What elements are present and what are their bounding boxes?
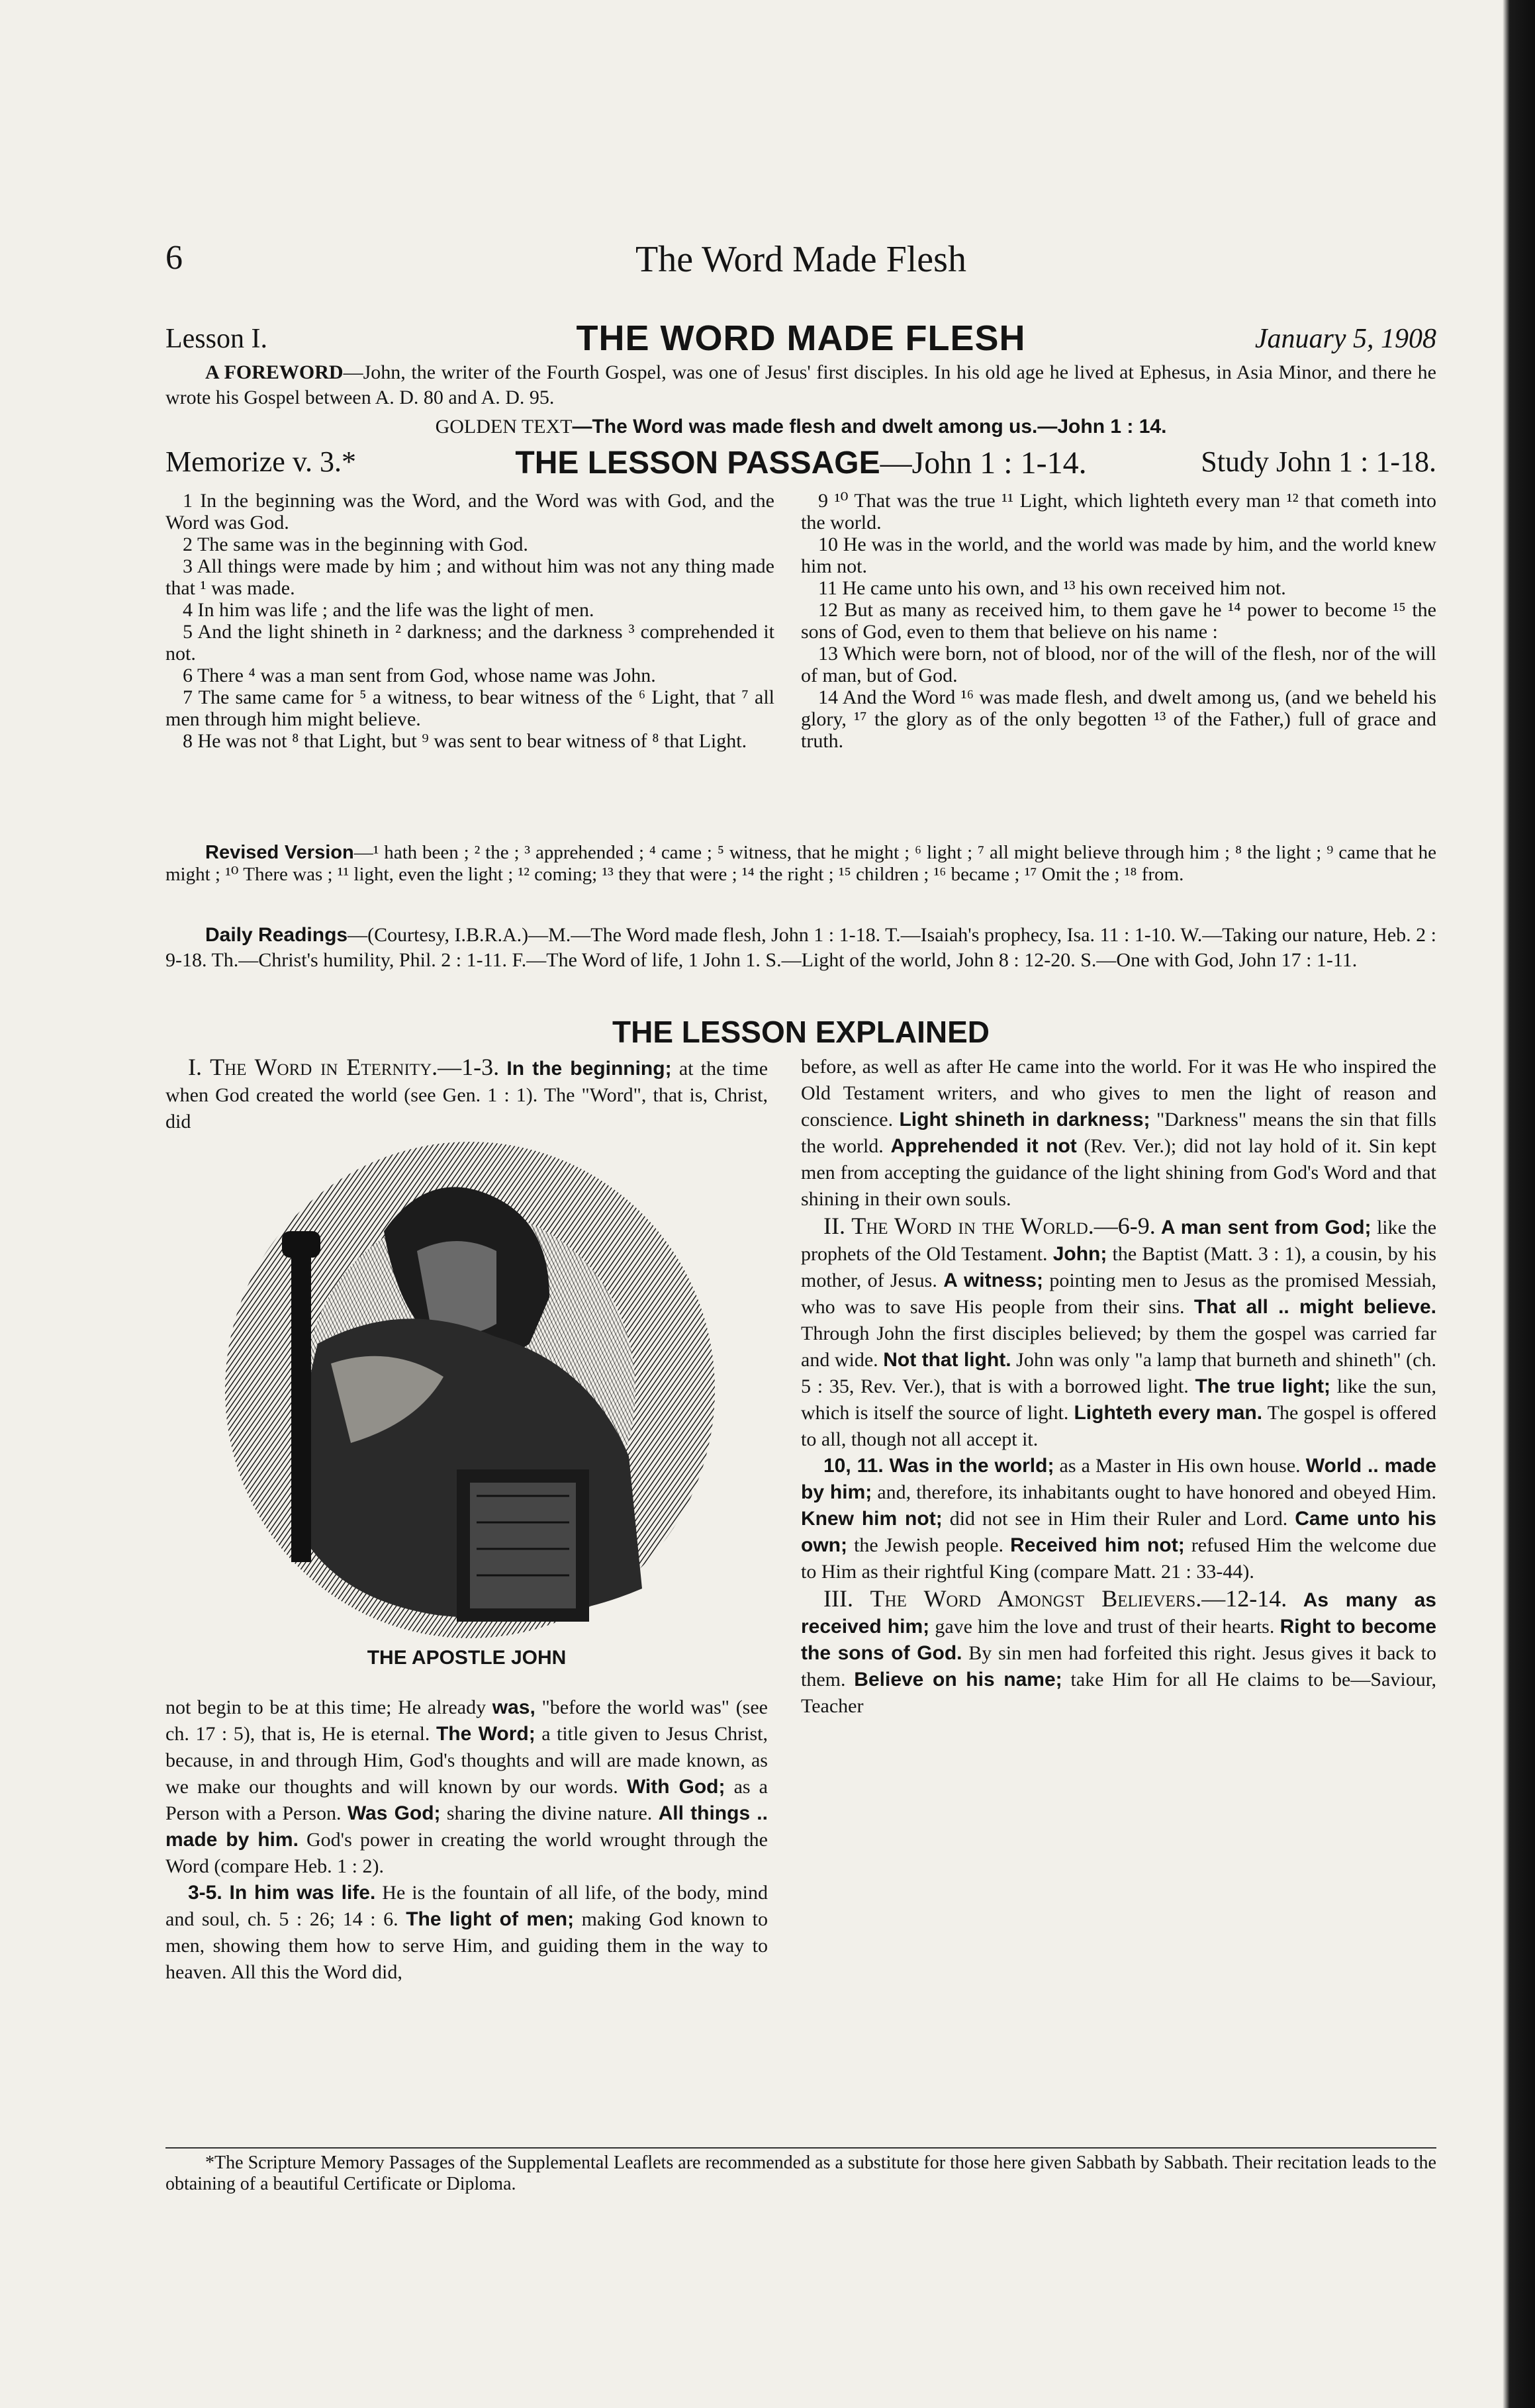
golden-text-body: —The Word was made flesh and dwelt among us.—John 1 : 14. <box>572 416 1167 438</box>
keyword: A man sent from God; <box>1155 1217 1372 1238</box>
text: like the sun, which is itself the source of light. <box>801 1375 1437 1424</box>
footnote-rule <box>165 2147 1436 2149</box>
text: take Him for all He claims to be—Saviour, Teacher <box>801 1669 1436 1717</box>
text: making God known to men, showing them how to serve Him, and guiding them in the way to heaven. All this the Word did, <box>165 1908 768 1983</box>
running-title: The Word Made Flesh <box>635 239 966 280</box>
foreword <box>165 360 1436 410</box>
text: The gospel is offered to all, though not all accept it. <box>801 1402 1436 1450</box>
verses-left-column <box>165 490 774 752</box>
revised-version <box>165 842 1436 886</box>
paragraph <box>801 1213 1436 1453</box>
explained-left-top <box>165 1054 768 1135</box>
verse: 3 All things were made by him ; and without him was not any thing made that ¹ was made. <box>165 555 774 599</box>
memorize-note: Memorize v. 3.* <box>165 445 356 478</box>
paragraph <box>165 1694 768 1880</box>
verse: 12 But as many as received him, to them gave he ¹⁴ power to become ¹⁵ the sons of God, even to them that believe on his name : <box>801 599 1436 643</box>
lesson-number: Lesson I. <box>165 324 267 354</box>
text: not begin to be at this time; He already <box>165 1696 492 1718</box>
passage-title-text: THE LESSON PASSAGE <box>515 445 880 481</box>
section-heading: I. The Word in Eternity.—1-3. <box>188 1054 500 1080</box>
keyword: 3-5. In him was life. <box>188 1882 376 1904</box>
keyword: Not that light. <box>883 1349 1011 1371</box>
text: sharing the divine nature. <box>440 1802 659 1824</box>
text: He is the fountain of all life, of the body, mind and soul, ch. 5 : 26; 14 : 6. <box>165 1882 768 1930</box>
passage-reference: —John 1 : 1-14. <box>880 445 1087 481</box>
verses-right-column <box>801 490 1436 752</box>
revised-version-text: —¹ hath been ; ² the ; ³ apprehended ; ⁴ came ; ⁵ witness, that he might ; ⁶ light ; ⁷ all might believe through him ; ⁸ the light ; ⁹ came that he might ; ¹⁰ There was ; ¹¹ light, even the light ; ¹² coming; ¹³ they that were ; ¹⁴ the right ; ¹⁵ children ; ¹⁶ became ; ¹⁷ Omit the ; ¹⁸ from. <box>165 842 1436 885</box>
keyword: With God; <box>626 1776 725 1798</box>
keyword: Received him not; <box>1010 1534 1185 1556</box>
verse: 10 He was in the world, and the world was made by him, and the world knew him not. <box>801 533 1436 577</box>
verse: 14 And the Word ¹⁶ was made flesh, and dwelt among us, (and we beheld his glory, ¹⁷ the glory as of the only begotten ¹³ of the Father,) full of grace and truth. <box>801 686 1436 752</box>
text: at the time when God created the world (see Gen. 1 : 1). The "Word", that is, Christ, did <box>165 1058 768 1133</box>
verse: 8 He was not ⁸ that Light, but ⁹ was sent to bear witness of ⁸ that Light. <box>183 730 747 752</box>
daily-readings <box>165 923 1436 973</box>
text: "Darkness" means the sin that fills the world. <box>801 1109 1436 1157</box>
text: gave him the love and trust of their hearts. <box>929 1616 1280 1638</box>
verse: 13 Which were born, not of blood, nor of the will of the flesh, nor of the will of man, but of God. <box>801 643 1436 686</box>
keyword: World .. made by him; <box>801 1455 1436 1503</box>
page-number: 6 <box>165 239 183 277</box>
keyword: All things .. made by him. <box>165 1802 768 1851</box>
keyword: As many as received him; <box>801 1589 1436 1638</box>
page-edge-shadow <box>1489 0 1535 2408</box>
keyword: Lighteth every man. <box>1074 1402 1263 1424</box>
keyword: John; <box>1052 1243 1107 1265</box>
verse: 2 The same was in the beginning with God. <box>183 533 528 555</box>
verse: 7 The same came for ⁵ a witness, to bear witness of the ⁶ Light, that ⁷ all men through him might believe. <box>165 686 774 730</box>
paragraph <box>165 1880 768 1986</box>
keyword: Knew him not; <box>801 1508 943 1530</box>
keyword: Was God; <box>347 1802 441 1824</box>
revised-version-label: Revised Version <box>205 842 354 863</box>
explained-left-bottom <box>165 1694 768 1986</box>
text: (Rev. Ver.); did not lay hold of it. Sin kept men from accepting the guidance of the light shining from God's Word and that shining in their own souls. <box>801 1135 1437 1210</box>
verse: 11 He came unto his own, and ¹³ his own received him not. <box>818 577 1286 599</box>
text: refused Him the welcome due to Him as their rightful King (compare Matt. 21 : 33-44). <box>801 1534 1436 1583</box>
keyword: Apprehended it not <box>890 1135 1077 1157</box>
lesson-title: THE WORD MADE FLESH <box>576 318 1026 358</box>
paragraph <box>801 1585 1436 1720</box>
footnote: *The Scripture Memory Passages of the Supplemental Leaflets are recommended as a substitute for those here given Sabbath by Sabbath. Their recitation leads to the obtaining of a beautiful Certificate or Diploma. <box>165 2153 1436 2194</box>
lesson-explained-heading: THE LESSON EXPLAINED <box>612 1015 990 1049</box>
section-heading: II. The Word in the World.—6-9. <box>823 1213 1156 1239</box>
text: By sin men had forfeited this right. Jesus gives it back to them. <box>801 1642 1436 1690</box>
text: the Jewish people. <box>847 1534 1011 1556</box>
illustration-caption: THE APOSTLE JOHN <box>367 1647 567 1669</box>
keyword: A witness; <box>943 1270 1043 1291</box>
text: "before the world was" (see ch. 17 : 5), that is, He is eternal. <box>165 1696 768 1745</box>
keyword: The true light; <box>1195 1375 1330 1397</box>
text: did not see in Him their Ruler and Lord. <box>942 1508 1295 1530</box>
keyword: That all .. might believe. <box>1193 1296 1436 1318</box>
section-heading: III. The Word Amongst Believers.—12-14. <box>823 1585 1287 1612</box>
keyword: The Word; <box>436 1723 535 1745</box>
text: as a Person with a Person. <box>165 1776 768 1824</box>
text: a title given to Jesus Christ, because, in and through Him, God's thoughts and will are made known, as we make our thoughts and will known by our words. <box>165 1723 768 1798</box>
daily-readings-label: Daily Readings <box>205 924 348 946</box>
keyword: 10, 11. Was in the world; <box>823 1455 1054 1477</box>
verse: 4 In him was life ; and the life was the light of men. <box>183 599 594 621</box>
paragraph <box>165 1054 768 1135</box>
keyword: The light of men; <box>406 1908 575 1930</box>
foreword-label: A FOREWORD <box>205 361 344 383</box>
verse: 1 In the beginning was the Word, and the Word was with God, and the Word was God. <box>165 490 774 533</box>
explained-right-column <box>801 1054 1436 1720</box>
keyword: Light shineth in darkness; <box>899 1109 1150 1131</box>
lesson-passage-header <box>165 445 1436 485</box>
paragraph <box>801 1453 1436 1585</box>
paragraph <box>801 1054 1436 1213</box>
daily-readings-text: —(Courtesy, I.B.R.A.)—M.—The Word made flesh, John 1 : 1-18. T.—Isaiah's prophecy, Isa. 11 : 1-10. W.—Taking our nature, Heb. 2 : 9-18. Th.—Christ's humility, Phil. 2 : 1-11. F.—The Word of life, 1 John 1. S.—Light of the world, John 8 : 12-20. S.—One with God, John 17 : 1-11. <box>165 924 1436 971</box>
apostle-john-illustration <box>218 1125 721 1642</box>
text: like the prophets of the Old Testament. <box>801 1217 1437 1265</box>
golden-text <box>165 416 1436 438</box>
keyword: Believe on his name; <box>854 1669 1062 1690</box>
study-note: Study John 1 : 1-18. <box>1201 445 1436 478</box>
text: before, as well as after He came into the world. For it was He who inspired the Old Testament writers, and who gives to men the light of reason and conscience. <box>801 1056 1436 1131</box>
verse: 6 There ⁴ was a man sent from God, whose name was John. <box>183 665 656 686</box>
text: as a Master in His own house. <box>1054 1455 1306 1477</box>
text: pointing men to Jesus as the promised Messiah, who was to save His people from their sins. <box>801 1270 1436 1318</box>
lesson-date: January 5, 1908 <box>1254 324 1436 354</box>
text: John was only "a lamp that burneth and shineth" (ch. 5 : 35, Rev. Ver.), that is with a borrowed light. <box>801 1349 1436 1397</box>
text: the Baptist (Matt. 3 : 1), a cousin, by his mother, of Jesus. <box>801 1243 1436 1291</box>
keyword: Right to become the sons of God. <box>801 1616 1436 1664</box>
text: and, therefore, its inhabitants ought to have honored and obeyed Him. <box>872 1481 1436 1503</box>
verse: 5 And the light shineth in ² darkness; and the darkness ³ comprehended it not. <box>165 621 774 665</box>
keyword: was, <box>492 1696 535 1718</box>
foreword-text: —John, the writer of the Fourth Gospel, was one of Jesus' first disciples. In his old age he lived at Ephesus, in Asia Minor, and there he wrote his Gospel between A. D. 80 and A. D. 95. <box>165 361 1437 408</box>
text: God's power in creating the world wrought through the Word (compare Heb. 1 : 2). <box>165 1829 768 1877</box>
verse: 9 ¹⁰ That was the true ¹¹ Light, which lighteth every man ¹² that cometh into the world. <box>801 490 1436 533</box>
text: Through John the first disciples believed; by them the gospel was carried far and wide. <box>801 1322 1436 1371</box>
keyword: Came unto his own; <box>801 1508 1436 1556</box>
keyword: In the beginning; <box>506 1058 672 1080</box>
lesson-header <box>165 318 1436 357</box>
running-head <box>165 238 1436 291</box>
golden-text-label: GOLDEN TEXT <box>435 416 573 438</box>
